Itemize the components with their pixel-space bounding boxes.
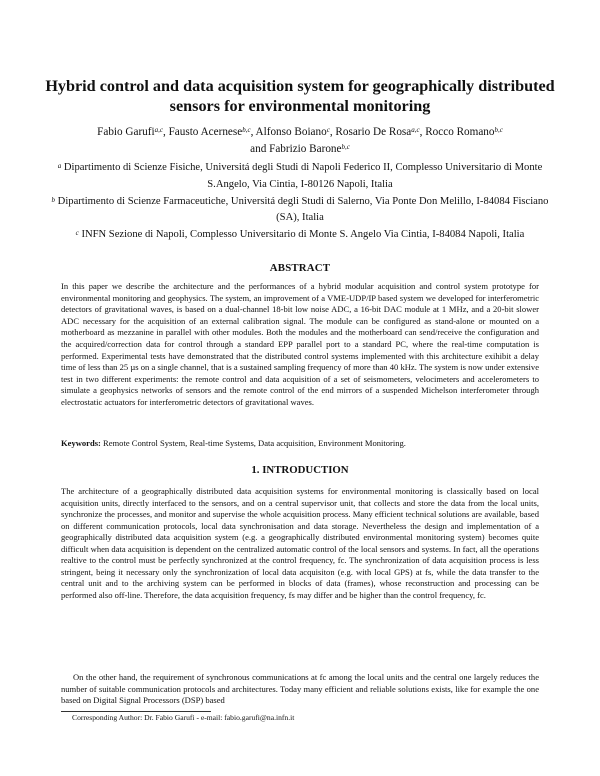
author-name: Fausto Acernese xyxy=(168,126,243,138)
affiliation-a: $^a$ Dipartimento di Scienze Fisiche, Universitá degli Studi di Napoli Federico II, Complesso Universitario di Monte S.Angelo, Via Cintia, I-80126 Napoli, Italia xyxy=(57,162,543,190)
author-name: Rocco Romano xyxy=(425,126,495,138)
author-affil-mark: b,c xyxy=(242,126,251,134)
author-name: Fabio Garufi xyxy=(97,126,155,138)
author-affil-mark: b,c xyxy=(341,143,350,151)
author-affil-mark: a,c xyxy=(411,126,420,134)
section-heading-introduction: 1. INTRODUCTION xyxy=(251,464,349,476)
author-line-1: Fabio Garufi$^{a,c}$, Fausto Acernese$^{b,c}$, Alfonso Boiano$^c$, Rosario De Rosa$^{a,c}$, Rocco Romano$^{b,c}$ xyxy=(97,126,503,138)
abstract-text: In this paper we describe the architecture and the performances of a hybrid modular acquisition and control system prototype for environmental monitoring and geophysics. The system, an improvement of a VME-UDP/IP based system we developed for interferometric detectors of gravitational waves, is based on a dual-channel 18-bit low noise ADC, a 16-bit DAC module at 1 MHz, and a 20-bit slower ADC necessary for the acquisition of an external calibration signal. The module can be configured as stand-alone or mounted on a motherboard as mezzanine in parallel with other modules. Both the modules and the motherboard can send/receive the configuration and the acquired/correction data for control through a standard EPP parallel port to a standard PC, where the real-time computation is performed. Experimental tests have demonstrated that the distributed control systems implemented with this architecture exihibit a delay time of less than 25 µs on a single channel, that is a sustained sampling frequency of more than 40 kHz. The system is now under extensive test in two different experiments: the remote control and data acquisition of a set of seismometers, velocimeters and accelerometers to simulate a geophysics networks of sensors and the remote control of the end mirrors of a suspended Michelson interferometer through electrostatic actuators for interferometric detectors of gravitational waves. xyxy=(61,281,539,407)
intro-paragraph-2: On the other hand, the requirement of synchronous communications at fc among the local units and the central one largely reduces the number of suitable communication protocols and architectures. Today many efficient and reliable solutions exists, like for example the one based on Digital Signal Processors (DSP) based xyxy=(61,672,539,705)
author-affil-mark: c xyxy=(326,126,330,134)
corresponding-author-footnote: Corresponding Author: Dr. Fabio Garufi - e-mail: fabio.garufi@na.infn.it xyxy=(72,713,295,722)
author-name: Fabrizio Barone xyxy=(269,143,342,155)
affiliation-c: $^c$ INFN Sezione di Napoli, Complesso Universitario di Monte S. Angelo Via Cintia, I-84084 Napoli, Italia xyxy=(75,229,525,241)
author-name: Alfonso Boiano xyxy=(255,126,327,138)
keywords xyxy=(61,438,539,450)
author-list xyxy=(40,124,560,158)
author-line-2 xyxy=(40,141,560,158)
author-conjunction: and xyxy=(250,143,267,155)
keywords-text: Remote Control System, Real-time Systems, Data acquisition, Environment Monitoring. xyxy=(103,438,406,448)
intro-paragraph-1: The architecture of a geographically distributed data acquisition systems for environmental monitoring is classically based on local acquisition units, directly interfaced to the sensors, and on a central supervisor unit, that collects and store the data from the local units, synchronize the processes, and monitor and supervise the whole acquisition process. Many efficient technical solutions are available, based on different communication protocols, local data synchronisation and data storage. Nevertheless the design and implementation of a geographically distributed data acquisition system (e.g. a geographically distributed environmental monitoring system) becomes quite difficult when data acquisition is dependent on the centralized automatic control of the local sensors and systems. In fact, all the operations realtive to the control must be perfectly synchronized at the control frequency, fc. The synchronization of data acquisition process is less stringent, being it necessary only the synchronization of local data acquisiton (e.g. with local GPS) at fs, while the data transfer to the central unit and to the archiving system can be performed in blocks of data (frames), whose reconstruction and processing can be performed also off-line. Therefore, the data acquisition frequency, fs may differ and be higher than the control frequency, fc. xyxy=(61,486,539,600)
affiliation-list xyxy=(50,160,550,244)
affiliation-b: $^b$ Dipartimento di Scienze Farmaceutiche, Universitá degli Studi di Salerno, Via Ponte Don Melillo, I-84084 Fisciano (SA), Italia xyxy=(51,195,549,224)
author-affil-mark: a,c xyxy=(154,126,163,134)
abstract-heading: ABSTRACT xyxy=(269,262,331,274)
footnote-divider xyxy=(61,711,211,712)
paper-title: Hybrid control and data acquisition system for geographically distributed sensors for environmental monitoring xyxy=(45,77,555,115)
author-affil-mark: b,c xyxy=(494,126,503,134)
author-name: Rosario De Rosa xyxy=(335,126,412,138)
keywords-label: Keywords: xyxy=(61,438,101,448)
